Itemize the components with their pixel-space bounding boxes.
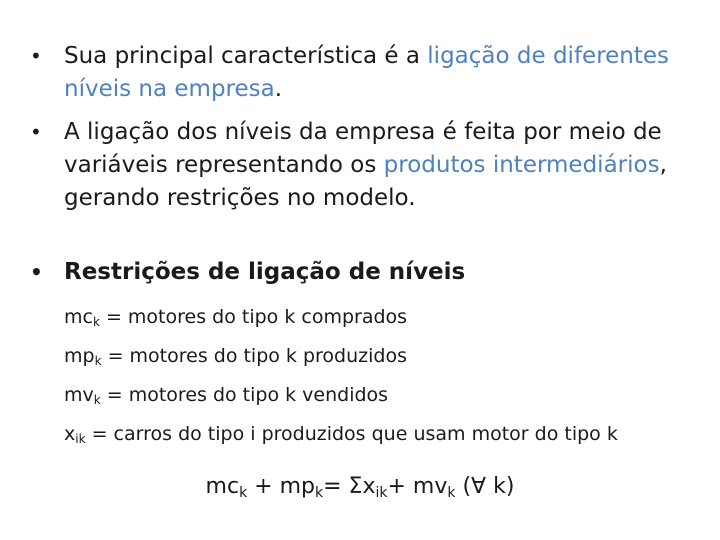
def-sub: k	[94, 354, 102, 368]
bullet-dot: •	[30, 260, 43, 284]
def-desc: = carros do tipo i produzidos que usam motor do tipo k	[85, 423, 618, 445]
def-desc: = motores do tipo k vendidos	[100, 384, 389, 406]
eq-sub: k	[239, 485, 248, 501]
variable-definitions	[64, 300, 618, 456]
bullet-highlight: ligação de diferentes níveis na empresa	[64, 43, 670, 102]
bullet-level-linking	[30, 116, 690, 215]
def-sub: ik	[75, 432, 86, 446]
eq-sub: k	[447, 485, 456, 501]
eq-term: = Σx	[323, 474, 376, 499]
def-var: mv	[64, 384, 94, 406]
bullet-text	[64, 116, 690, 215]
bullet-restrictions-heading	[30, 256, 690, 289]
def-var: mc	[64, 306, 93, 328]
eq-sub: k	[315, 485, 324, 501]
def-var: x	[64, 423, 76, 445]
eq-term: (∀ k)	[455, 474, 515, 499]
bullet-highlight: produtos intermediários	[383, 152, 660, 178]
eq-term: + mv	[387, 474, 448, 499]
linking-equation	[0, 474, 720, 501]
bullet-text-pre: A ligação dos níveis da empresa é feita por meio de variáveis representando os	[64, 119, 662, 178]
def-var: mp	[64, 345, 95, 367]
def-sub: k	[93, 393, 101, 407]
eq-term: + mp	[247, 474, 316, 499]
bullet-text-post: , gerando restrições no modelo.	[64, 152, 667, 211]
def-desc: = motores do tipo k produzidos	[101, 345, 407, 367]
bullet-dot: •	[30, 120, 42, 144]
bullet-text: Restrições de ligação de níveis	[64, 259, 466, 285]
bullet-characteristic	[30, 40, 690, 106]
eq-sub: ik	[375, 485, 388, 501]
definition-mck	[64, 300, 618, 339]
definition-mpk	[64, 339, 618, 378]
bullet-text-pre: Sua principal característica é a	[64, 43, 428, 69]
def-sub: k	[92, 315, 100, 329]
eq-term: mc	[205, 474, 240, 499]
bullet-text-post: .	[274, 76, 283, 102]
definition-mvk	[64, 378, 618, 417]
definition-xik	[64, 417, 618, 456]
def-desc: = motores do tipo k comprados	[99, 306, 408, 328]
bullet-dot: •	[30, 44, 42, 68]
bullet-text	[64, 40, 690, 106]
